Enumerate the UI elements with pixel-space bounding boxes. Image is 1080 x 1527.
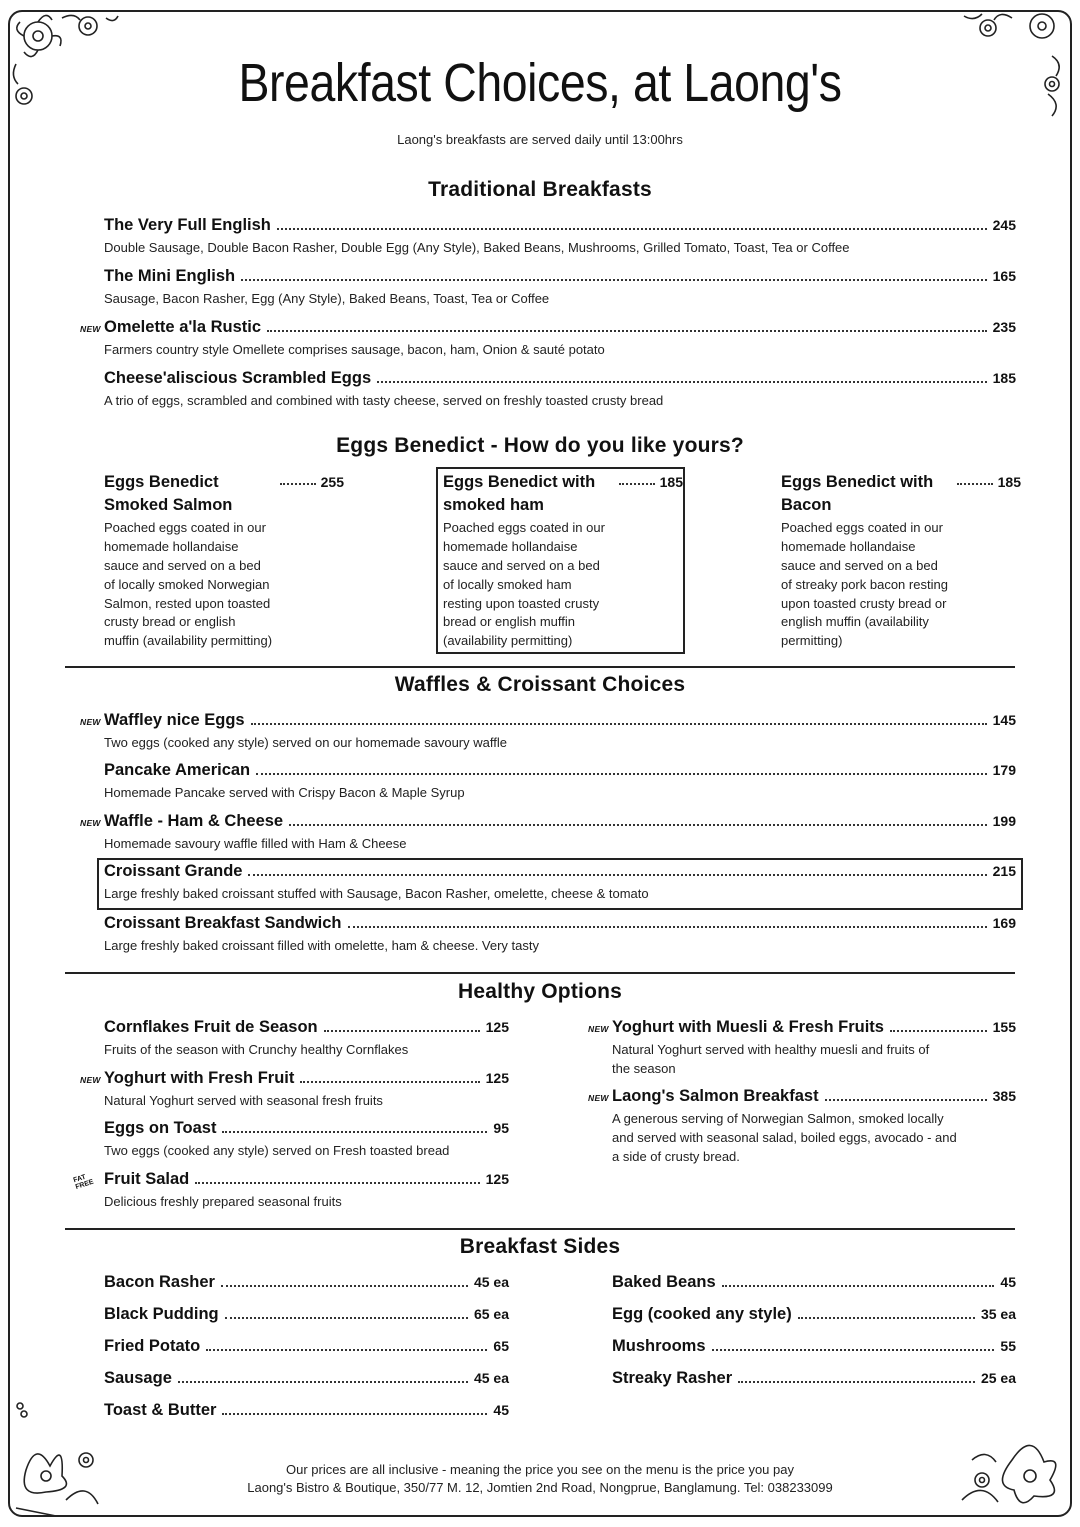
item-name: Eggs Benedict with Bacon — [781, 473, 934, 515]
item-name: Laong's Salmon Breakfast — [612, 1087, 819, 1105]
item-description: Large freshly baked croissant stuffed with Sausage, Bacon Rasher, omelette, cheese & tomato — [104, 886, 649, 901]
item-name: Yoghurt with Muesli & Fresh Fruits — [612, 1018, 884, 1036]
item-price: 185 — [997, 474, 1021, 490]
side-item — [612, 1305, 1016, 1324]
menu-item — [104, 267, 1016, 309]
item-name: Fried Potato — [104, 1337, 201, 1355]
item-name: Mushrooms — [612, 1337, 706, 1355]
item-description: A trio of eggs, scrambled and combined with tasty cheese, served on freshly toasted crusty bread — [104, 393, 664, 408]
side-item — [612, 1337, 1016, 1356]
item-description: Two eggs (cooked any style) served on our homemade savoury waffle — [104, 735, 507, 750]
item-price: 145 — [992, 712, 1016, 728]
item-description: Delicious freshly prepared seasonal fruits — [104, 1194, 342, 1209]
side-item — [104, 1273, 509, 1292]
menu-item — [104, 711, 1016, 753]
footer-address: Laong's Bistro & Boutique, 350/77 M. 12, Jomtien 2nd Road, Nongprue, Banglamung. Tel: 038233099 — [247, 1480, 833, 1495]
section-divider — [65, 972, 1015, 974]
section-divider — [65, 666, 1015, 668]
item-name: Waffle - Ham & Cheese — [104, 812, 284, 830]
item-name: Eggs Benedict Smoked Salmon — [104, 473, 233, 515]
item-price: 45 — [493, 1402, 509, 1418]
item-price: 125 — [485, 1171, 509, 1187]
menu-item — [612, 1087, 1016, 1167]
page-title: Breakfast Choices, at Laong's — [238, 53, 842, 113]
floral-corner-icon — [952, 1400, 1072, 1520]
new-badge: NEW — [588, 1093, 609, 1103]
item-price: 125 — [485, 1019, 509, 1035]
item-name: The Mini English — [104, 267, 236, 285]
item-price: 65 — [493, 1338, 509, 1354]
section-divider — [65, 1228, 1015, 1230]
menu-item — [104, 812, 1016, 854]
item-name: Baked Beans — [612, 1273, 716, 1291]
item-price: 235 — [992, 319, 1016, 335]
item-price: 45 ea — [473, 1370, 509, 1386]
item-name: The Very Full English — [104, 216, 271, 234]
item-price: 45 ea — [473, 1274, 509, 1290]
menu-item — [104, 1119, 509, 1161]
item-description: Natural Yoghurt served with seasonal fresh fruits — [104, 1093, 383, 1108]
item-name: Pancake American — [104, 761, 251, 779]
item-description: Homemade savoury waffle filled with Ham & Cheese — [104, 836, 407, 851]
new-badge: NEW — [588, 1024, 609, 1034]
menu-item — [104, 914, 1016, 956]
item-description: Two eggs (cooked any style) served on Fresh toasted bread — [104, 1143, 450, 1158]
side-item — [612, 1369, 1016, 1388]
item-description: Large freshly baked croissant filled with omelette, ham & cheese. Very tasty — [104, 938, 539, 953]
side-item — [104, 1401, 509, 1420]
section-title-sides: Breakfast Sides — [459, 1235, 621, 1258]
item-price: 35 ea — [980, 1306, 1016, 1322]
item-description: A generous serving of Norwegian Salmon, smoked locally and served with seasonal salad, boiled eggs, avocado - and a side of crusty bread. — [612, 1111, 957, 1164]
menu-item — [104, 369, 1016, 411]
item-price: 169 — [992, 915, 1016, 931]
benedict-item — [781, 471, 1021, 651]
page-subtitle: Laong's breakfasts are served daily until 13:00hrs — [397, 132, 683, 147]
menu-item — [104, 862, 1016, 904]
item-price: 95 — [493, 1120, 509, 1136]
item-price: 155 — [992, 1019, 1016, 1035]
item-price: 199 — [992, 813, 1016, 829]
new-badge: NEW — [80, 1075, 101, 1085]
item-price: 255 — [320, 474, 344, 490]
new-badge: NEW — [80, 818, 101, 828]
item-price: 185 — [992, 370, 1016, 386]
item-name: Cornflakes Fruit de Season — [104, 1018, 318, 1036]
item-name: Eggs Benedict with smoked ham — [443, 473, 596, 515]
side-item — [104, 1305, 509, 1324]
menu-item — [612, 1018, 1016, 1079]
item-price: 25 ea — [980, 1370, 1016, 1386]
item-price: 179 — [992, 762, 1016, 778]
item-price: 385 — [992, 1088, 1016, 1104]
section-title-traditional: Traditional Breakfasts — [428, 178, 652, 201]
item-description: Double Sausage, Double Bacon Rasher, Double Egg (Any Style), Baked Beans, Mushrooms, Grilled Tomato, Toast, Tea or Coffee — [104, 240, 850, 255]
item-name: Croissant Breakfast Sandwich — [104, 914, 342, 932]
item-description: Homemade Pancake served with Crispy Bacon & Maple Syrup — [104, 785, 465, 800]
item-price: 55 — [1000, 1338, 1016, 1354]
section-title-healthy: Healthy Options — [457, 980, 623, 1003]
item-name: Fruit Salad — [104, 1170, 190, 1188]
side-item — [612, 1273, 1016, 1292]
item-name: Bacon Rasher — [104, 1273, 215, 1291]
item-price: 65 ea — [473, 1306, 509, 1322]
item-description: Poached eggs coated in our homemade hollandaise sauce and served on a bed of streaky pork bacon resting upon toasted crusty bread or english muffin (availability permitting) — [781, 520, 948, 649]
item-name: Yoghurt with Fresh Fruit — [104, 1069, 295, 1087]
item-price: 215 — [992, 863, 1016, 879]
section-title-benedict: Eggs Benedict - How do you like yours? — [336, 434, 744, 457]
side-item — [104, 1369, 509, 1388]
item-name: Cheese'aliscious Scrambled Eggs — [104, 369, 372, 387]
new-badge: NEW — [80, 717, 101, 727]
side-item — [104, 1337, 509, 1356]
menu-item — [104, 216, 1016, 258]
menu-item — [104, 1069, 509, 1111]
menu-item — [104, 318, 1016, 360]
item-description: Fruits of the season with Crunchy healthy Cornflakes — [104, 1042, 409, 1057]
item-description: Sausage, Bacon Rasher, Egg (Any Style), Baked Beans, Toast, Tea or Coffee — [104, 291, 550, 306]
item-price: 125 — [485, 1070, 509, 1086]
benedict-item — [104, 471, 344, 651]
menu-item — [104, 761, 1016, 803]
item-description: Poached eggs coated in our homemade hollandaise sauce and served on a bed of locally smoked ham resting upon toasted crusty bread or english muffin (availability permitting) — [443, 520, 605, 649]
item-name: Croissant Grande — [104, 862, 243, 880]
item-name: Egg (cooked any style) — [612, 1305, 792, 1323]
item-name: Eggs on Toast — [104, 1119, 217, 1137]
item-name: Toast & Butter — [104, 1401, 217, 1419]
item-name: Streaky Rasher — [612, 1369, 733, 1387]
item-description: Natural Yoghurt served with healthy muesli and fruits of the season — [612, 1042, 930, 1076]
footer-note: Our prices are all inclusive - meaning the price you see on the menu is the price you pay — [286, 1462, 794, 1477]
menu-item — [104, 1018, 509, 1060]
fat-free-badge: FAT FREE — [72, 1173, 95, 1191]
item-description: Farmers country style Omellete comprises sausage, bacon, ham, Onion & sauté potato — [104, 342, 605, 357]
item-name: Black Pudding — [104, 1305, 219, 1323]
item-description: Poached eggs coated in our homemade hollandaise sauce and served on a bed of locally smoked Norwegian Salmon, rested upon toasted crusty bread or english muffin (availability permitting) — [104, 520, 273, 649]
section-title-waffles: Waffles & Croissant Choices — [394, 673, 686, 696]
item-price: 185 — [659, 474, 683, 490]
item-name: Omelette a'la Rustic — [104, 318, 262, 336]
menu-item — [104, 1170, 509, 1212]
item-price: 45 — [1000, 1274, 1016, 1290]
item-price: 165 — [992, 268, 1016, 284]
new-badge: NEW — [80, 324, 101, 334]
item-name: Sausage — [104, 1369, 172, 1387]
item-name: Waffley nice Eggs — [104, 711, 245, 729]
benedict-item — [443, 471, 683, 651]
item-price: 245 — [992, 217, 1016, 233]
